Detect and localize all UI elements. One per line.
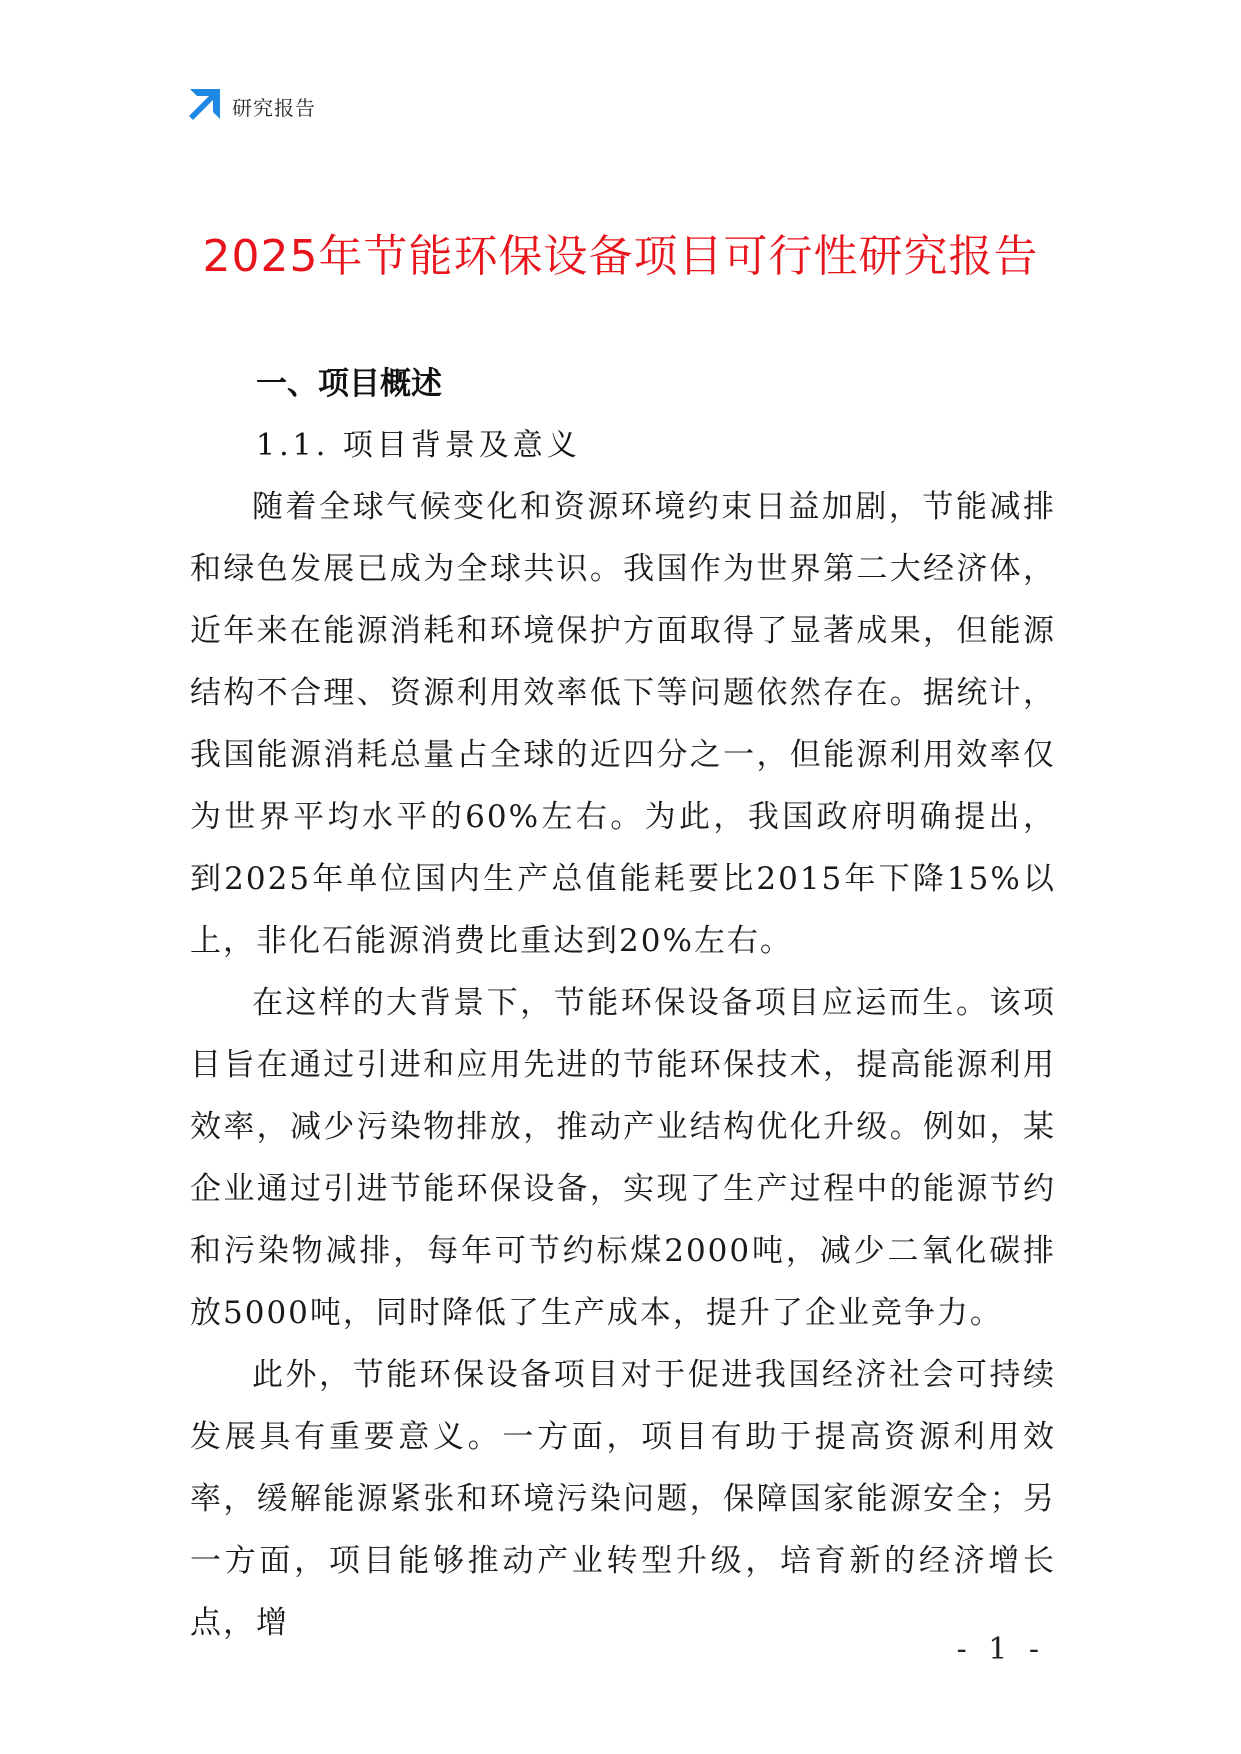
page-number: - 1 - [956,1632,1045,1667]
document-header [186,88,316,124]
section-heading: 一、项目概述 [256,366,442,402]
document-title: 2025年节能环保设备项目可行性研究报告 [202,231,1039,282]
section-body [190,476,1056,1654]
arrow-up-right-logo-icon [186,89,220,123]
paragraph-1: 随着全球气候变化和资源环境约束日益加剧，节能减排和绿色发展已成为全球共识。我国作为世界第二大经济体，近年来在能源消耗和环境保护方面取得了显著成果，但能源结构不合理、资源利用效率低下等问题依然存在。据统计，我国能源消耗总量占全球的近四分之一，但能源利用效率仅为世界平均水平的60%左右。为此，我国政府明确提出，到2025年单位国内生产总值能耗要比2015年下降15%以上，非化石能源消费比重达到20%左右。 [190,489,1056,959]
header-label: 研究报告 [232,95,316,120]
section-subheading: 1.1. 项目背景及意义 [256,428,581,463]
paragraph-3: 此外，节能环保设备项目对于促进我国经济社会可持续发展具有重要意义。一方面，项目有助于提高资源利用效率，缓解能源紧张和环境污染问题，保障国家能源安全；另一方面，项目能够推动产业转型升级，培育新的经济增长点，增 [190,1357,1056,1641]
paragraph-2: 在这样的大背景下，节能环保设备项目应运而生。该项目旨在通过引进和应用先进的节能环保技术，提高能源利用效率，减少污染物排放，推动产业结构优化升级。例如，某企业通过引进节能环保设备，实现了生产过程中的能源节约和污染物减排，每年可节约标煤2000吨，减少二氧化碳排放5000吨，同时降低了生产成本，提升了企业竞争力。 [190,985,1056,1331]
